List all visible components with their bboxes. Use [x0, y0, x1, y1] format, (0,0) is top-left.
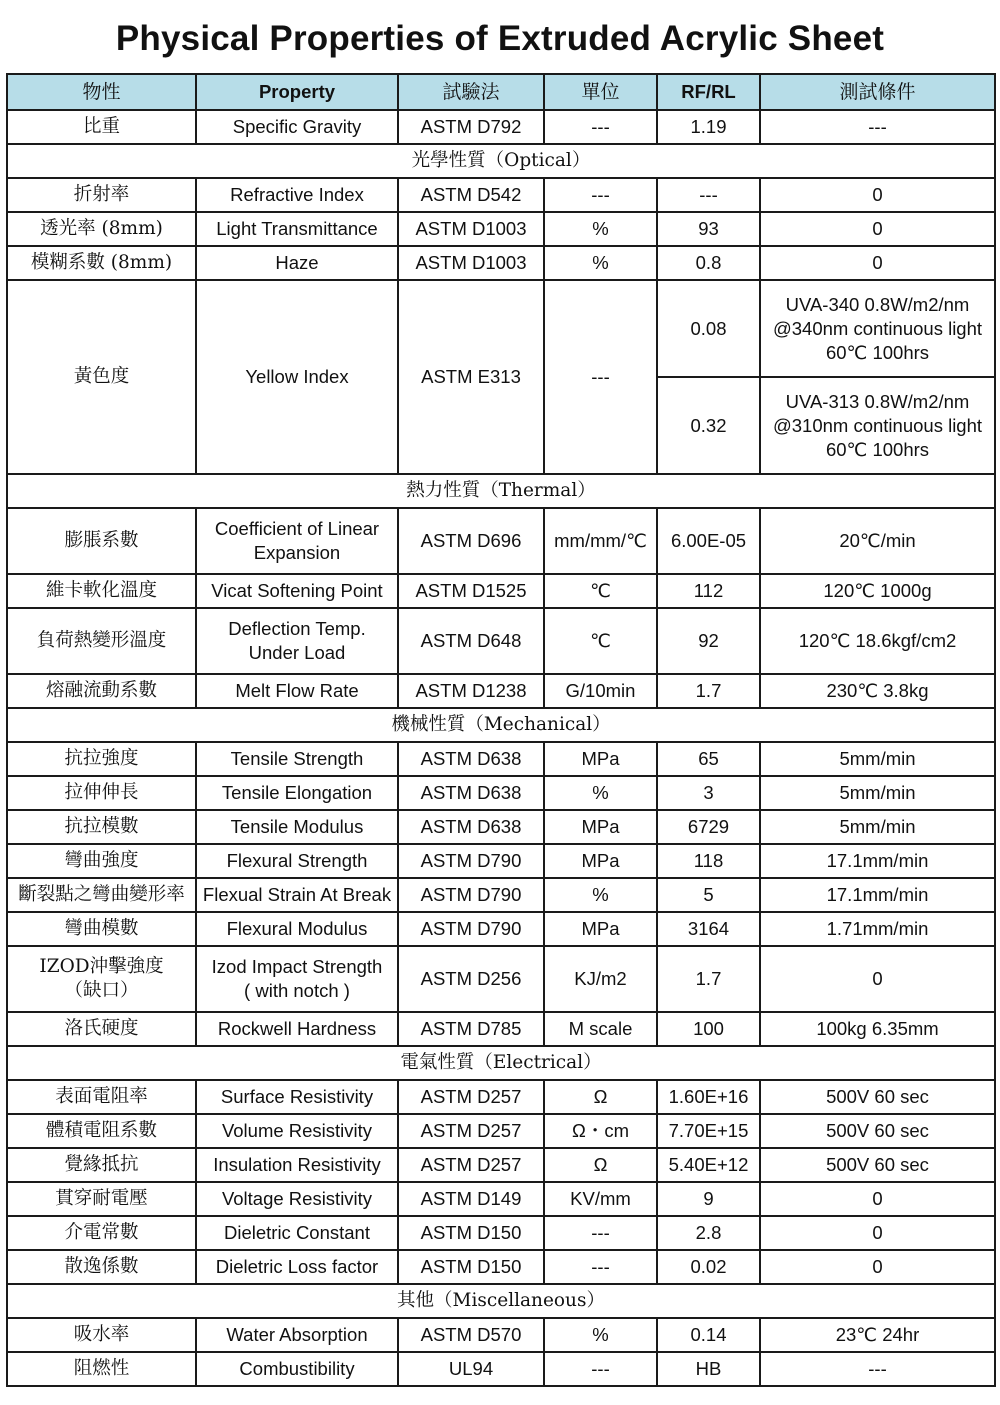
cell-conditions: 20℃/min [760, 508, 995, 574]
cell-property [196, 608, 398, 674]
cell-property: Flexural Strength [196, 844, 398, 878]
cell-property: Tensile Elongation [196, 776, 398, 810]
table-row [7, 1148, 995, 1182]
cell-value: 65 [657, 742, 760, 776]
section-title: 機械性質（Mechanical） [7, 708, 995, 742]
property-line: Izod Impact Strength [211, 956, 383, 977]
cell-value: 5 [657, 878, 760, 912]
cell-unit: ℃ [544, 574, 657, 608]
cell-property: Vicat Softening Point [196, 574, 398, 608]
cell-unit: ℃ [544, 608, 657, 674]
table-row-yellow-a [7, 280, 995, 377]
cell-conditions: 17.1mm/min [760, 844, 995, 878]
table-row [7, 1318, 995, 1352]
cell-value: 3 [657, 776, 760, 810]
section-row-electrical [7, 1046, 995, 1080]
header-test-method: 試驗法 [398, 74, 544, 110]
cell-zh: 覺緣抵抗 [7, 1148, 196, 1182]
cell-method: ASTM D1238 [398, 674, 544, 708]
table-row [7, 574, 995, 608]
cell-conditions: 100kg 6.35mm [760, 1012, 995, 1046]
cell-zh [7, 946, 196, 1012]
cell-property: Melt Flow Rate [196, 674, 398, 708]
section-row-mechanical [7, 708, 995, 742]
table-row [7, 1114, 995, 1148]
cell-value: 112 [657, 574, 760, 608]
cell-value: 92 [657, 608, 760, 674]
cell-conditions: 0 [760, 246, 995, 280]
cell-zh: 阻燃性 [7, 1352, 196, 1386]
cell-method: ASTM D150 [398, 1216, 544, 1250]
cell-zh: 膨脹系數 [7, 508, 196, 574]
cell-value: 3164 [657, 912, 760, 946]
table-row [7, 742, 995, 776]
zh-line: （缺口） [64, 980, 139, 1001]
cell-value: 118 [657, 844, 760, 878]
cell-method: ASTM D638 [398, 742, 544, 776]
cell-value: 7.70E+15 [657, 1114, 760, 1148]
table-row [7, 1080, 995, 1114]
table-row [7, 946, 995, 1012]
table-row [7, 878, 995, 912]
cell-zh: 體積電阻系數 [7, 1114, 196, 1148]
cell-method: ASTM D638 [398, 810, 544, 844]
cell-value: 6.00E-05 [657, 508, 760, 574]
cell-zh: 散逸係數 [7, 1250, 196, 1284]
cell-conditions: 23℃ 24hr [760, 1318, 995, 1352]
cell-unit: MPa [544, 810, 657, 844]
cell-conditions: 5mm/min [760, 776, 995, 810]
section-title: 熱力性質（Thermal） [7, 474, 995, 508]
cell-property: Tensile Strength [196, 742, 398, 776]
cell-property: Tensile Modulus [196, 810, 398, 844]
cell-property: Combustibility [196, 1352, 398, 1386]
cell-conditions: 0 [760, 1250, 995, 1284]
cell-conditions: 0 [760, 212, 995, 246]
table-row [7, 810, 995, 844]
cell-method: ASTM D790 [398, 912, 544, 946]
table-row [7, 1182, 995, 1216]
condition-line: UVA-340 0.8W/m2/nm [785, 293, 970, 315]
property-line: Under Load [248, 642, 346, 663]
cell-zh: 彎曲強度 [7, 844, 196, 878]
cell-unit: % [544, 1318, 657, 1352]
cell-value: 6729 [657, 810, 760, 844]
cell-zh: 負荷熱變形溫度 [7, 608, 196, 674]
cell-property: Rockwell Hardness [196, 1012, 398, 1046]
cell-zh: 吸水率 [7, 1318, 196, 1352]
cell-zh: 透光率 (8mm) [7, 212, 196, 246]
table-row [7, 1250, 995, 1284]
table-row [7, 110, 995, 144]
cell-unit: --- [544, 1216, 657, 1250]
table-row [7, 1352, 995, 1386]
cell-property: Voltage Resistivity [196, 1182, 398, 1216]
cell-value: 0.14 [657, 1318, 760, 1352]
header-property: Property [196, 74, 398, 110]
section-title: 其他（Miscellaneous） [7, 1284, 995, 1318]
cell-method: ASTM D570 [398, 1318, 544, 1352]
cell-zh: 表面電阻率 [7, 1080, 196, 1114]
table-row [7, 246, 995, 280]
cell-zh: 斷裂點之彎曲變形率 [7, 878, 196, 912]
cell-value: 1.7 [657, 674, 760, 708]
cell-conditions [760, 280, 995, 377]
header-unit: 單位 [544, 74, 657, 110]
cell-unit: --- [544, 110, 657, 144]
cell-property: Specific Gravity [196, 110, 398, 144]
cell-conditions: 0 [760, 1182, 995, 1216]
cell-zh: 洛氏硬度 [7, 1012, 196, 1046]
cell-zh: 模糊系數 (8mm) [7, 246, 196, 280]
cell-method: ASTM D257 [398, 1080, 544, 1114]
cell-conditions: 1.71mm/min [760, 912, 995, 946]
header-zh-property: 物性 [7, 74, 196, 110]
cell-unit: % [544, 246, 657, 280]
condition-line: 60℃ 100hrs [825, 341, 930, 363]
cell-property: Dieletric Loss factor [196, 1250, 398, 1284]
section-title: 光學性質（Optical） [7, 144, 995, 178]
cell-property: Light Transmittance [196, 212, 398, 246]
cell-method: ASTM D696 [398, 508, 544, 574]
cell-value: 93 [657, 212, 760, 246]
cell-unit: --- [544, 178, 657, 212]
cell-property: Flexural Modulus [196, 912, 398, 946]
cell-conditions: 500V 60 sec [760, 1114, 995, 1148]
cell-zh: 拉伸伸長 [7, 776, 196, 810]
cell-method: ASTM D542 [398, 178, 544, 212]
cell-zh: 貫穿耐電壓 [7, 1182, 196, 1216]
property-line: Expansion [253, 542, 341, 563]
cell-conditions: 120℃ 18.6kgf/cm2 [760, 608, 995, 674]
cell-method: ASTM D1525 [398, 574, 544, 608]
cell-unit: Ω・cm [544, 1114, 657, 1148]
table-row [7, 674, 995, 708]
table-row [7, 608, 995, 674]
cell-property: Volume Resistivity [196, 1114, 398, 1148]
cell-method: ASTM D1003 [398, 246, 544, 280]
cell-value: 1.7 [657, 946, 760, 1012]
cell-conditions [760, 377, 995, 474]
table-row [7, 1216, 995, 1250]
cell-zh: 比重 [7, 110, 196, 144]
cell-method: ASTM D638 [398, 776, 544, 810]
cell-method: ASTM D790 [398, 844, 544, 878]
cell-property [196, 508, 398, 574]
cell-conditions: 17.1mm/min [760, 878, 995, 912]
cell-value: HB [657, 1352, 760, 1386]
cell-value: 1.19 [657, 110, 760, 144]
cell-method: UL94 [398, 1352, 544, 1386]
cell-conditions: 5mm/min [760, 742, 995, 776]
cell-method: ASTM D785 [398, 1012, 544, 1046]
cell-zh: 彎曲模數 [7, 912, 196, 946]
cell-value: 100 [657, 1012, 760, 1046]
cell-unit: --- [544, 280, 657, 474]
cell-unit: % [544, 212, 657, 246]
cell-conditions: --- [760, 110, 995, 144]
cell-unit: --- [544, 1250, 657, 1284]
section-row-thermal [7, 474, 995, 508]
cell-method: ASTM E313 [398, 280, 544, 474]
cell-conditions: 0 [760, 178, 995, 212]
table-row [7, 212, 995, 246]
condition-line: UVA-313 0.8W/m2/nm [785, 390, 970, 412]
cell-unit: KJ/m2 [544, 946, 657, 1012]
cell-property: Surface Resistivity [196, 1080, 398, 1114]
cell-value: 2.8 [657, 1216, 760, 1250]
header-row [7, 74, 995, 110]
cell-property [196, 946, 398, 1012]
condition-line: 60℃ 100hrs [825, 438, 930, 460]
section-row-misc [7, 1284, 995, 1318]
cell-zh: 折射率 [7, 178, 196, 212]
property-line: ( with notch ) [244, 980, 350, 1001]
cell-conditions: --- [760, 1352, 995, 1386]
cell-value: --- [657, 178, 760, 212]
cell-unit: --- [544, 1352, 657, 1386]
header-rf-rl: RF/RL [657, 74, 760, 110]
properties-table [6, 73, 996, 1387]
property-line: Coefficient of Linear [214, 518, 380, 539]
table-row [7, 912, 995, 946]
cell-conditions: 0 [760, 1216, 995, 1250]
header-conditions: 測試條件 [760, 74, 995, 110]
cell-property: Dieletric Constant [196, 1216, 398, 1250]
cell-unit: mm/mm/℃ [544, 508, 657, 574]
cell-unit: Ω [544, 1148, 657, 1182]
cell-value: 0.8 [657, 246, 760, 280]
page-title: Physical Properties of Extruded Acrylic Sheet [115, 19, 885, 58]
condition-line: @340nm continuous light [772, 317, 983, 339]
cell-property: Haze [196, 246, 398, 280]
condition-line: @310nm continuous light [772, 414, 983, 436]
cell-method: ASTM D149 [398, 1182, 544, 1216]
property-line: Deflection Temp. [228, 618, 366, 639]
cell-method: ASTM D257 [398, 1114, 544, 1148]
cell-unit: MPa [544, 912, 657, 946]
cell-conditions: 120℃ 1000g [760, 574, 995, 608]
cell-conditions: 5mm/min [760, 810, 995, 844]
cell-zh: 抗拉強度 [7, 742, 196, 776]
cell-method: ASTM D1003 [398, 212, 544, 246]
cell-value: 1.60E+16 [657, 1080, 760, 1114]
table-row [7, 1012, 995, 1046]
cell-zh: 熔融流動系數 [7, 674, 196, 708]
cell-conditions: 0 [760, 946, 995, 1012]
cell-unit: G/10min [544, 674, 657, 708]
cell-value: 0.32 [657, 377, 760, 474]
cell-property: Insulation Resistivity [196, 1148, 398, 1182]
cell-property: Yellow Index [196, 280, 398, 474]
cell-method: ASTM D648 [398, 608, 544, 674]
cell-conditions: 500V 60 sec [760, 1148, 995, 1182]
cell-value: 0.02 [657, 1250, 760, 1284]
cell-unit: MPa [544, 844, 657, 878]
cell-method: ASTM D150 [398, 1250, 544, 1284]
cell-zh: 介電常數 [7, 1216, 196, 1250]
zh-line: IZOD沖擊強度 [39, 956, 164, 977]
cell-method: ASTM D256 [398, 946, 544, 1012]
table-row [7, 776, 995, 810]
table-row [7, 844, 995, 878]
cell-zh: 維卡軟化溫度 [7, 574, 196, 608]
cell-conditions: 500V 60 sec [760, 1080, 995, 1114]
cell-unit: M scale [544, 1012, 657, 1046]
cell-unit: % [544, 878, 657, 912]
table-row [7, 178, 995, 212]
cell-unit: Ω [544, 1080, 657, 1114]
cell-unit: MPa [544, 742, 657, 776]
cell-zh: 抗拉模數 [7, 810, 196, 844]
cell-method: ASTM D792 [398, 110, 544, 144]
section-title: 電氣性質（Electrical） [7, 1046, 995, 1080]
cell-method: ASTM D257 [398, 1148, 544, 1182]
cell-value: 5.40E+12 [657, 1148, 760, 1182]
cell-conditions: 230℃ 3.8kg [760, 674, 995, 708]
cell-method: ASTM D790 [398, 878, 544, 912]
cell-unit: % [544, 776, 657, 810]
cell-property: Flexual Strain At Break [196, 878, 398, 912]
table-row [7, 508, 995, 574]
cell-unit: KV/mm [544, 1182, 657, 1216]
cell-property: Refractive Index [196, 178, 398, 212]
cell-value: 9 [657, 1182, 760, 1216]
cell-value: 0.08 [657, 280, 760, 377]
section-row-optical [7, 144, 995, 178]
cell-property: Water Absorption [196, 1318, 398, 1352]
cell-zh: 黃色度 [7, 280, 196, 474]
